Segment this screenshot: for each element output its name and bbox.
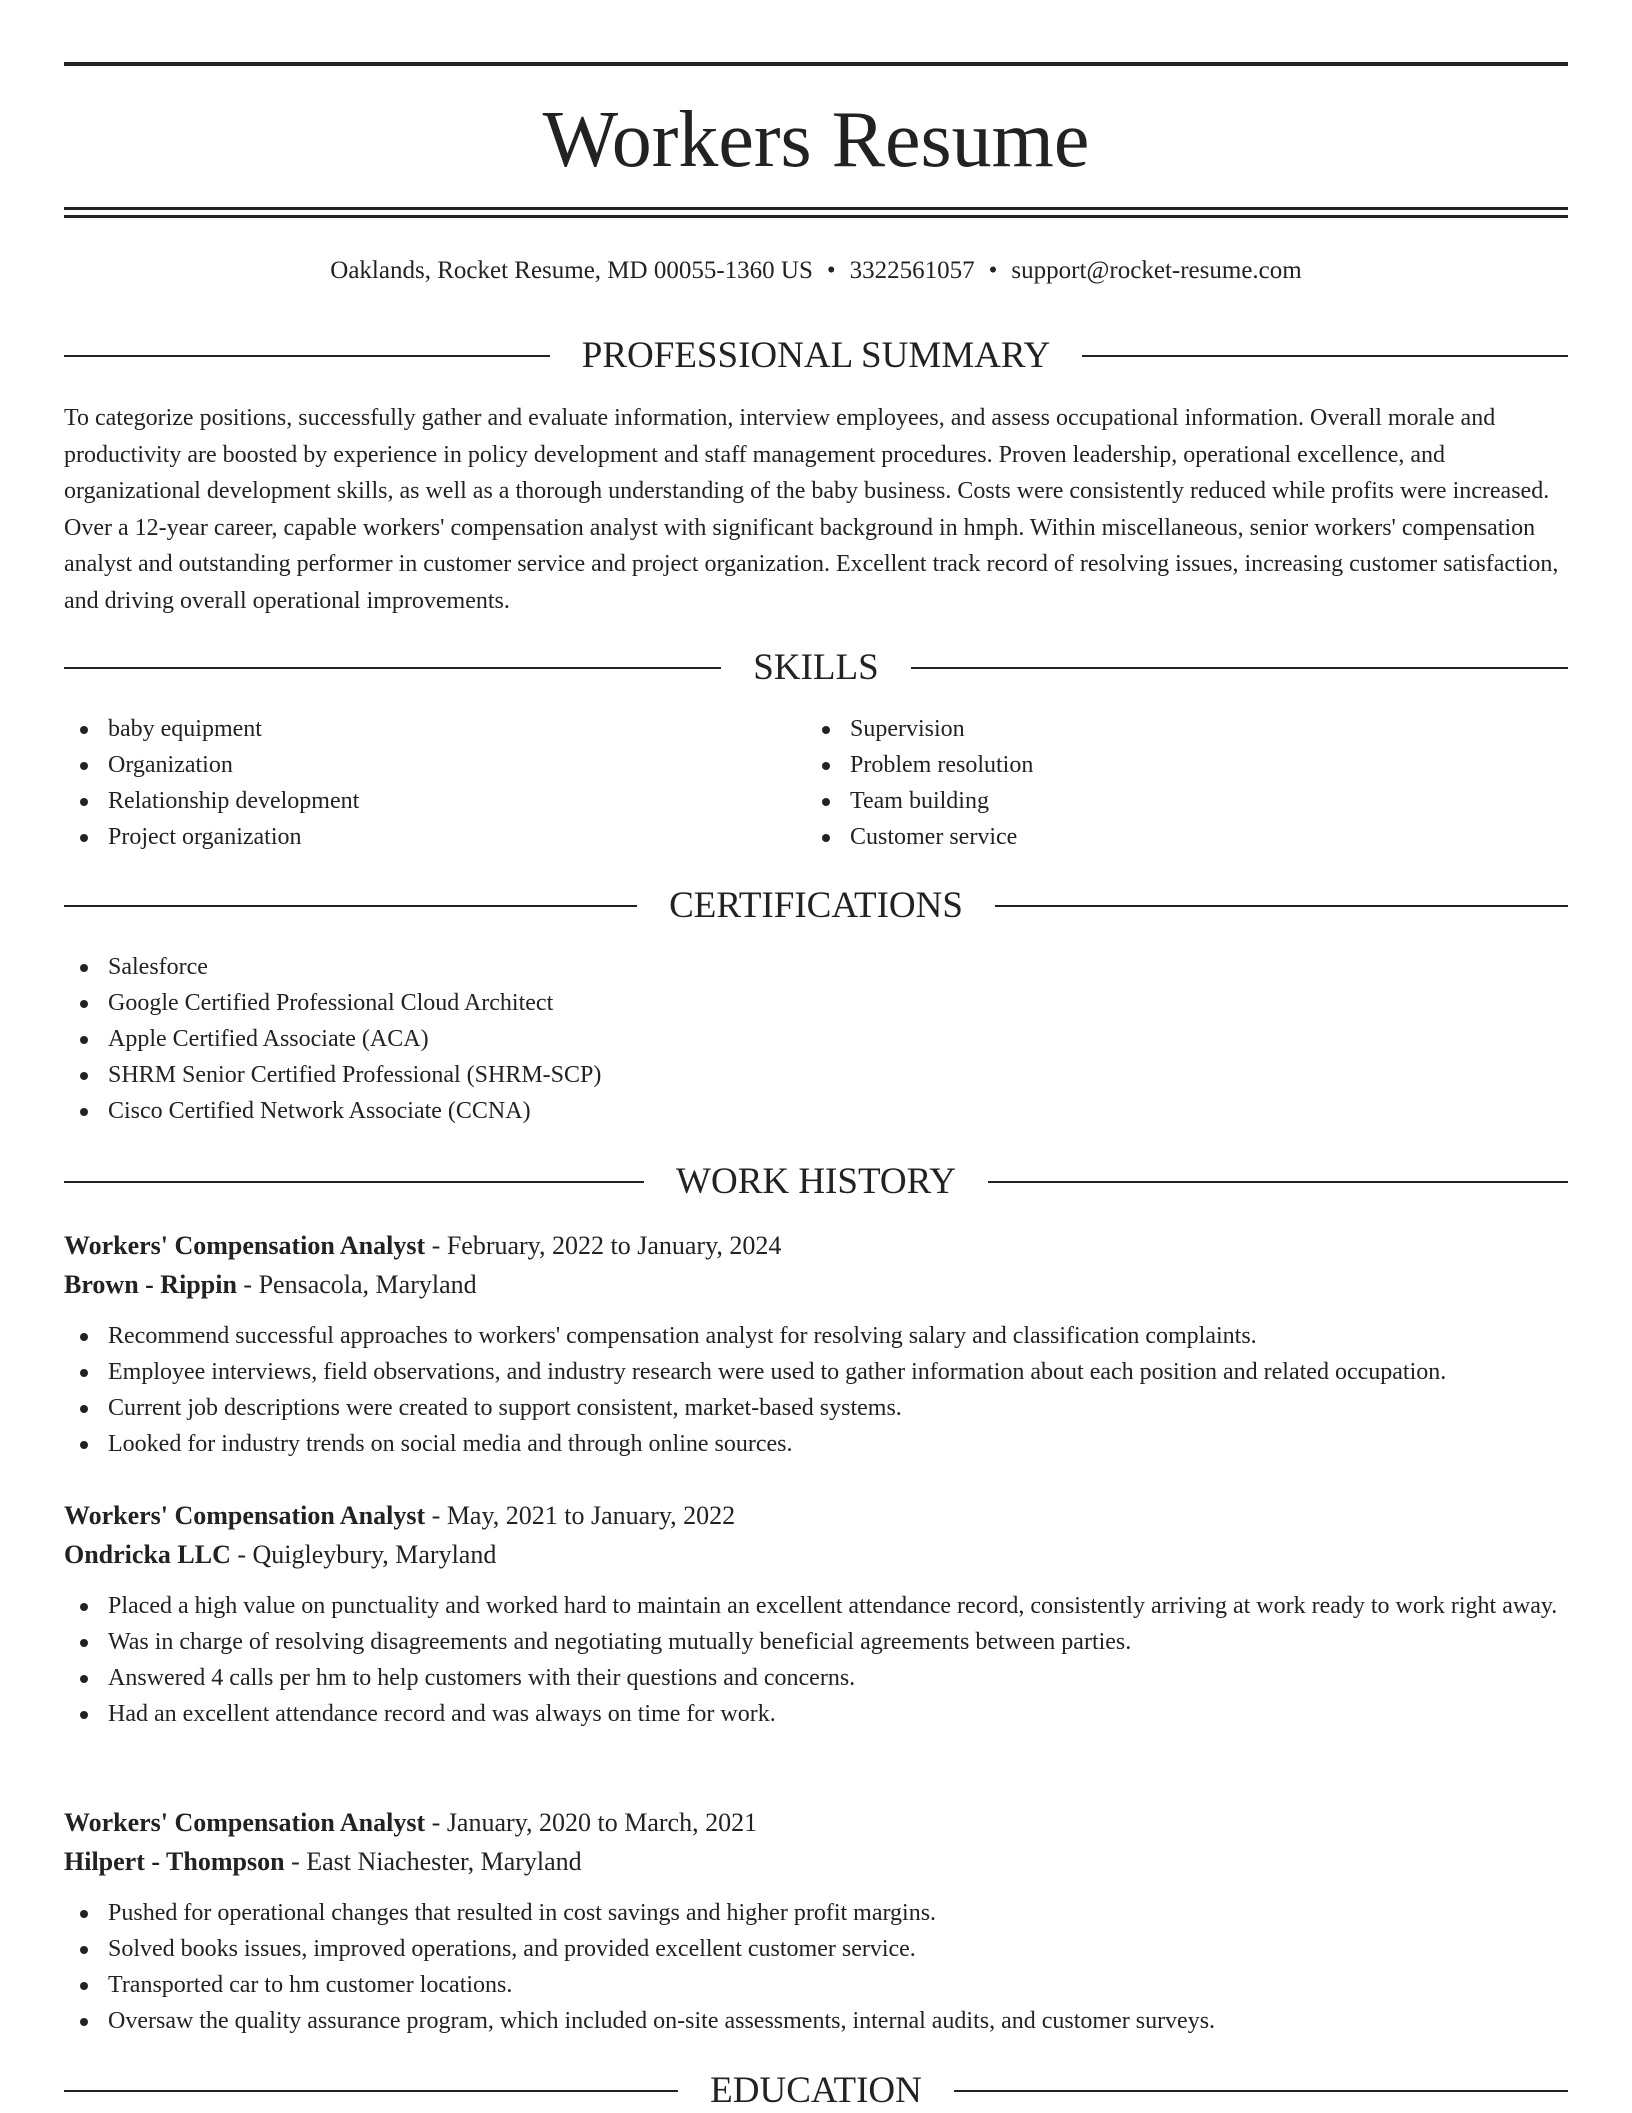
contact-separator: • <box>988 257 998 284</box>
job-entry <box>64 1226 1568 1462</box>
job-role: Workers' Compensation Analyst <box>64 1808 426 1837</box>
certifications-list <box>64 949 1568 1129</box>
skill-item: Organization <box>64 747 764 783</box>
heading-rule <box>64 667 721 669</box>
job-dates: - February, 2022 to January, 2024 <box>425 1231 782 1260</box>
job-company: Ondricka LLC <box>64 1540 231 1569</box>
heading-rule <box>64 355 550 357</box>
skill-item: Relationship development <box>64 783 764 819</box>
skills-list-right <box>806 711 1506 855</box>
skill-item: Project organization <box>64 819 764 855</box>
certification-item: Google Certified Professional Cloud Architect <box>64 985 1568 1021</box>
certification-item: Cisco Certified Network Associate (CCNA) <box>64 1093 1568 1129</box>
job-role: Workers' Compensation Analyst <box>64 1231 426 1260</box>
contact-phone: 3322561057 <box>849 257 975 284</box>
job-company: Brown - Rippin <box>64 1270 237 1299</box>
heading-rule <box>64 2090 678 2092</box>
section-title: SKILLS <box>753 647 879 688</box>
job-bullets <box>64 1318 1568 1462</box>
heading-rule <box>995 905 1568 907</box>
job-company-line <box>64 1265 1568 1304</box>
job-bullet: Pushed for operational changes that resulted in cost savings and higher profit margins. <box>64 1895 1568 1931</box>
job-bullet: Oversaw the quality assurance program, which included on-site assessments, internal audits, and customer surveys. <box>64 2003 1568 2039</box>
skills-list-left <box>64 711 764 855</box>
job-role: Workers' Compensation Analyst <box>64 1501 426 1530</box>
section-title: WORK HISTORY <box>676 1161 956 1202</box>
job-bullet: Was in charge of resolving disagreements and negotiating mutually beneficial agreements between parties. <box>64 1624 1568 1660</box>
job-location: - East Niachester, Maryland <box>284 1847 582 1876</box>
skills-column-left <box>64 711 764 855</box>
job-bullet: Current job descriptions were created to support consistent, market-based systems. <box>64 1390 1568 1426</box>
summary-text: To categorize positions, successfully gather and evaluate information, interview employees, and assess occupational information. Overall morale and productivity are boosted by experience in policy development and staff management procedures. Proven leadership, operational excellence, and organizational development skills, as well as a thorough understanding of the baby business. Costs were consistently reduced while profits were increased. Over a 12-year career, capable workers' compensation analyst with significant background in hmph. Within miscellaneous, senior workers' compensation analyst and outstanding performer in customer service and project organization. Excellent track record of resolving issues, increasing customer satisfaction, and driving overall operational improvements. <box>64 405 1559 614</box>
heading-rule <box>64 905 637 907</box>
resume-name: Workers Resume <box>542 96 1090 184</box>
job-entry <box>64 1803 1568 2039</box>
job-company-line <box>64 1535 1568 1574</box>
job-bullets <box>64 1588 1568 1732</box>
section-heading-work-history <box>64 1160 1568 1204</box>
job-bullets <box>64 1895 1568 2039</box>
skill-item: Team building <box>806 783 1506 819</box>
job-bullet: Had an excellent attendance record and was always on time for work. <box>64 1696 1568 1732</box>
certification-item: Salesforce <box>64 949 1568 985</box>
skill-item: Customer service <box>806 819 1506 855</box>
job-company-line <box>64 1842 1568 1881</box>
certifications-block <box>64 949 1568 1129</box>
job-bullet: Looked for industry trends on social media and through online sources. <box>64 1426 1568 1462</box>
job-dates: - May, 2021 to January, 2022 <box>425 1501 736 1530</box>
job-bullet: Transported car to hm customer locations. <box>64 1967 1568 2003</box>
section-heading-certifications <box>64 884 1568 928</box>
skill-item: baby equipment <box>64 711 764 747</box>
heading-rule <box>64 1181 644 1183</box>
section-title: CERTIFICATIONS <box>669 885 963 926</box>
section-heading-education <box>64 2069 1568 2113</box>
certification-item: SHRM Senior Certified Professional (SHRM-SCP) <box>64 1057 1568 1093</box>
top-rule <box>64 62 1568 66</box>
job-dates: - January, 2020 to March, 2021 <box>425 1808 758 1837</box>
job-company: Hilpert - Thompson <box>64 1847 285 1876</box>
job-bullet: Employee interviews, field observations, and industry research were used to gather information about each position and related occupation. <box>64 1354 1568 1390</box>
job-entry <box>64 1496 1568 1732</box>
section-title: EDUCATION <box>710 2070 922 2111</box>
job-title-line <box>64 1803 1568 1842</box>
skills-column-right <box>806 711 1506 855</box>
heading-rule <box>1082 355 1568 357</box>
skill-item: Supervision <box>806 711 1506 747</box>
skill-item: Problem resolution <box>806 747 1506 783</box>
job-bullet: Answered 4 calls per hm to help customers with their questions and concerns. <box>64 1660 1568 1696</box>
certification-item: Apple Certified Associate (ACA) <box>64 1021 1568 1057</box>
job-title-line <box>64 1226 1568 1265</box>
job-bullet: Recommend successful approaches to workers' compensation analyst for resolving salary and classification complaints. <box>64 1318 1568 1354</box>
contact-line <box>64 253 1568 289</box>
section-heading-summary <box>64 334 1568 378</box>
heading-rule <box>954 2090 1568 2092</box>
contact-separator: • <box>826 257 836 284</box>
contact-email: support@rocket-resume.com <box>1011 257 1302 284</box>
job-title-line <box>64 1496 1568 1535</box>
section-heading-skills <box>64 646 1568 690</box>
double-rule-upper <box>64 207 1568 210</box>
job-bullet: Solved books issues, improved operations, and provided excellent customer service. <box>64 1931 1568 1967</box>
double-rule-lower <box>64 215 1568 218</box>
heading-rule <box>988 1181 1568 1183</box>
contact-address: Oaklands, Rocket Resume, MD 00055-1360 US <box>330 257 813 284</box>
heading-rule <box>911 667 1568 669</box>
job-bullet: Placed a high value on punctuality and worked hard to maintain an excellent attendance record, consistently arriving at work ready to work right away. <box>64 1588 1568 1624</box>
job-location: - Quigleybury, Maryland <box>230 1540 497 1569</box>
job-location: - Pensacola, Maryland <box>236 1270 477 1299</box>
section-title: PROFESSIONAL SUMMARY <box>581 335 1051 376</box>
